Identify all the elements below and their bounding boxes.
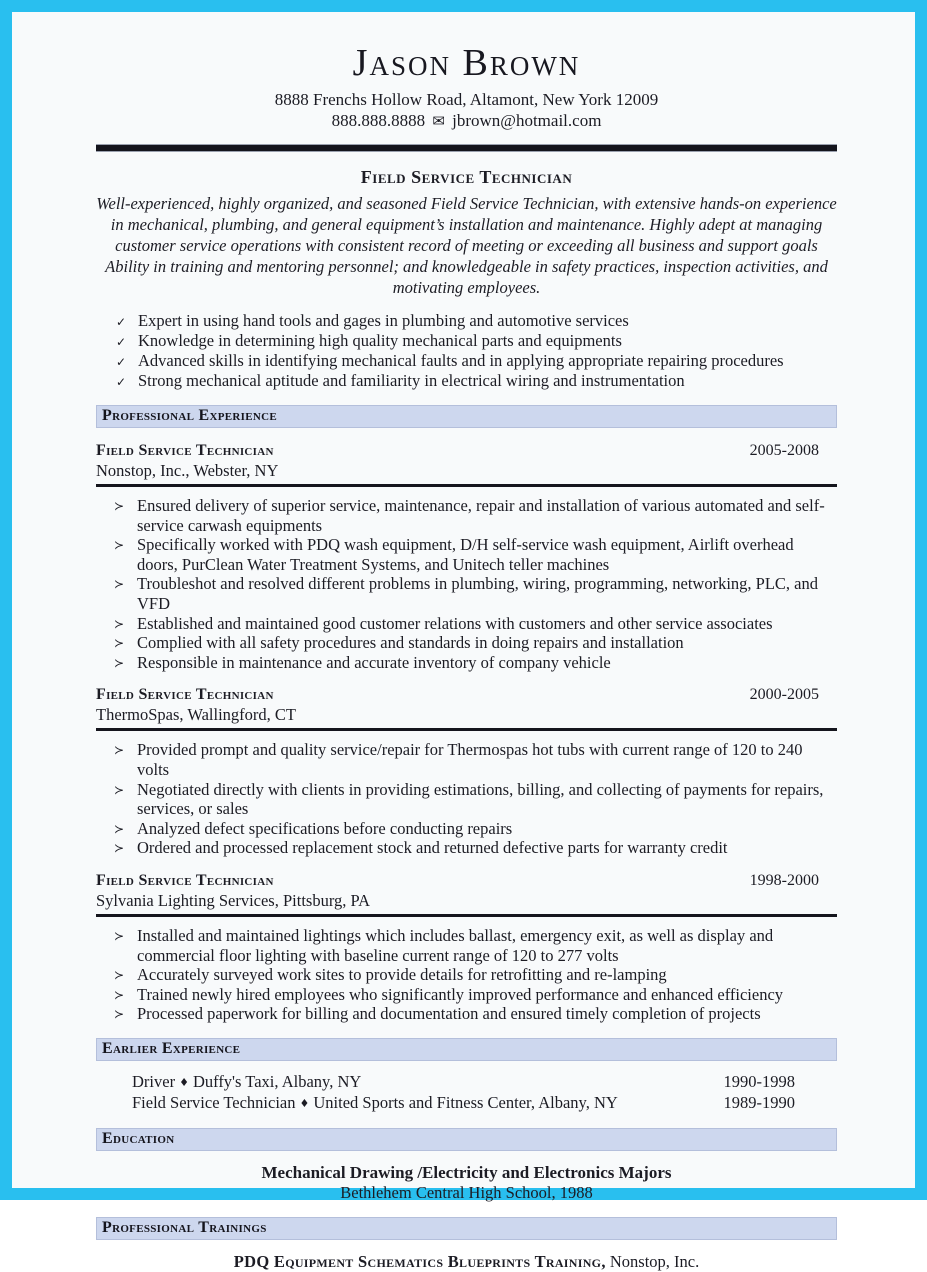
- arrow-bullet-icon: ≻: [114, 987, 125, 1002]
- arrow-bullet-icon: ≻: [114, 616, 125, 631]
- job-entry: [96, 441, 837, 672]
- address-line: 8888 Frenchs Hollow Road, Altamont, New York 12009: [274, 90, 659, 109]
- job-bullet: [112, 1004, 837, 1024]
- highlight-item: [116, 311, 837, 331]
- job-bullet: [112, 780, 837, 819]
- envelope-icon: ✉: [432, 114, 445, 130]
- highlight-text: Knowledge in determining high quality mechanical parts and equipments: [138, 331, 622, 350]
- resume-role-title: Field Service Technician: [360, 167, 573, 187]
- resume-content: [12, 12, 915, 1272]
- job-company: ThermoSpas, Wallingford, CT: [96, 705, 297, 725]
- job-bullet-list: [96, 496, 837, 672]
- job-bullet-text: Established and maintained good customer relations with customers and other service associates: [137, 613, 773, 633]
- job-bullet: [112, 740, 837, 779]
- highlight-item: [116, 331, 837, 351]
- earlier-role: Field Service Technician: [132, 1092, 296, 1112]
- section-header-education: Education: [96, 1128, 837, 1151]
- section-header-professional-trainings: Professional Trainings: [96, 1217, 837, 1240]
- highlight-text: Strong mechanical aptitude and familiarity in electrical wiring and instrumentation: [138, 371, 685, 390]
- earlier-role: Driver: [132, 1071, 176, 1091]
- section-header-professional-experience: Professional Experience: [96, 405, 837, 428]
- job-bullet-text: Installed and maintained lightings which includes ballast, emergency exit, as well as display and commercial floor lighting with baseline current range of 120 to 277 volts: [137, 925, 774, 965]
- job-header: [96, 441, 837, 460]
- job-divider: [96, 484, 837, 487]
- training-organization: Nonstop, Inc.: [605, 1251, 700, 1271]
- arrow-bullet-icon: ≻: [114, 499, 125, 513]
- highlight-item: [116, 371, 837, 391]
- earlier-dates: 1989-1990: [723, 1092, 795, 1112]
- earlier-experience-row: [96, 1072, 837, 1093]
- job-title: Field Service Technician: [96, 871, 274, 889]
- job-dates: 1998-2000: [749, 871, 819, 889]
- diamond-icon: ♦: [299, 1096, 310, 1110]
- job-header: [96, 685, 837, 704]
- job-bullet: [112, 985, 837, 1005]
- job-header: [96, 871, 837, 890]
- phone-number: 888.888.8888: [331, 111, 426, 130]
- arrow-bullet-icon: ≻: [114, 636, 125, 651]
- job-bullet-text: Trained newly hired employees who significantly improved performance and enhanced efficiency: [137, 984, 784, 1004]
- earlier-experience-list: [96, 1072, 837, 1114]
- section-header-earlier-experience: Earlier Experience: [96, 1038, 837, 1061]
- arrow-bullet-icon: ≻: [114, 782, 125, 797]
- job-dates: 2005-2008: [749, 442, 819, 459]
- job-bullet-text: Specifically worked with PDQ wash equipment, D/H self-service wash equipment, Airlift overhead doors, PurClean Water Treatment Systems, and Unitech teller machines: [137, 535, 794, 574]
- job-bullet-text: Provided prompt and quality service/repair for Thermospas hot tubs with current range of 120 to 240 volts: [137, 740, 803, 779]
- job-bullet: [112, 965, 837, 985]
- training-entry: [96, 1252, 837, 1272]
- job-bullet-text: Analyzed defect specifications before conducting repairs: [137, 818, 513, 838]
- job-bullet-text: Troubleshot and resolved different problems in plumbing, wiring, programming, networking, PLC, and VFD: [137, 574, 819, 613]
- job-company: Nonstop, Inc., Webster, NY: [96, 461, 279, 480]
- highlight-item: [116, 351, 837, 371]
- job-bullet-text: Ensured delivery of superior service, maintenance, repair and installation of various automated and self-service carwash equipments: [137, 496, 825, 535]
- job-bullet: [112, 496, 837, 535]
- job-divider: [96, 728, 837, 731]
- job-title: Field Service Technician: [96, 442, 274, 459]
- job-divider: [96, 914, 837, 917]
- training-course: PDQ Equipment Schematics Blueprints Training,: [233, 1251, 606, 1271]
- earlier-role-company: [132, 1072, 361, 1093]
- arrow-bullet-icon: ≻: [114, 841, 125, 856]
- highlight-text: Expert in using hand tools and gages in plumbing and automotive services: [138, 311, 629, 330]
- job-bullet: [112, 819, 837, 839]
- arrow-bullet-icon: ≻: [114, 928, 125, 943]
- arrow-bullet-icon: ≻: [114, 655, 125, 670]
- job-dates: 2000-2005: [749, 686, 819, 704]
- job-bullet: [112, 535, 837, 574]
- summary-paragraph: Well-experienced, highly organized, and seasoned Field Service Technician, with extensive hands-on experience in mechanical, plumbing, and general equipment’s installation and maintenance. Highly adept at managing customer service operations with consistent record of meeting or exceeding all business and support goals Ability in training and mentoring personnel; and knowledgeable in safety practices, inspection activities, and motivating employees.: [96, 194, 837, 297]
- arrow-bullet-icon: ≻: [114, 743, 125, 758]
- contact-line: [96, 110, 837, 133]
- job-bullet-list: [96, 740, 837, 858]
- arrow-bullet-icon: ≻: [114, 968, 125, 983]
- check-icon: ✓: [116, 335, 127, 349]
- job-bullet-text: Accurately surveyed work sites to provide details for retrofitting and re-lamping: [137, 965, 667, 985]
- highlights-list: [96, 311, 837, 391]
- earlier-role-company: [132, 1093, 618, 1114]
- education-school: Bethlehem Central High School, 1988: [340, 1182, 593, 1202]
- job-bullet-list: [96, 926, 837, 1024]
- arrow-bullet-icon: ≻: [114, 821, 125, 836]
- job-bullet: [112, 574, 837, 613]
- check-icon: ✓: [116, 375, 127, 389]
- education-major: Mechanical Drawing /Electricity and Electronics Majors: [261, 1162, 672, 1182]
- job-bullet-text: Negotiated directly with clients in providing estimations, billing, and collecting of payments for repairs, services, or sales: [137, 779, 824, 819]
- job-bullet: [112, 838, 837, 858]
- job-bullet-text: Responsible in maintenance and accurate inventory of company vehicle: [137, 652, 611, 672]
- earlier-dates: 1990-1998: [723, 1071, 795, 1091]
- job-bullet: [112, 633, 837, 653]
- job-bullet-text: Ordered and processed replacement stock and returned defective parts for warranty credit: [137, 838, 728, 858]
- diamond-icon: ♦: [179, 1075, 189, 1089]
- resume-header: [96, 42, 837, 133]
- highlight-text: Advanced skills in identifying mechanical faults and in applying appropriate repairing procedures: [138, 351, 784, 370]
- arrow-bullet-icon: ≻: [114, 1007, 125, 1022]
- job-entry: [96, 871, 837, 1024]
- job-bullet-text: Complied with all safety procedures and standards in doing repairs and installation: [137, 633, 684, 653]
- job-title: Field Service Technician: [96, 686, 274, 704]
- check-icon: ✓: [116, 355, 127, 369]
- arrow-bullet-icon: ≻: [114, 577, 125, 592]
- job-entry: [96, 685, 837, 858]
- earlier-company: Duffy's Taxi, Albany, NY: [192, 1071, 362, 1091]
- job-bullet: [112, 653, 837, 673]
- arrow-bullet-icon: ≻: [114, 538, 125, 553]
- job-bullet-text: Processed paperwork for billing and documentation and ensured timely completion of projects: [137, 1004, 761, 1024]
- candidate-name: Jason Brown: [352, 42, 581, 84]
- education-entry: [96, 1163, 837, 1203]
- job-company: Sylvania Lighting Services, Pittsburg, PA: [96, 890, 371, 910]
- job-bullet: [112, 926, 837, 965]
- check-icon: ✓: [116, 315, 127, 329]
- email-address: jbrown@hotmail.com: [452, 111, 602, 130]
- header-divider: [96, 144, 837, 152]
- earlier-company: United Sports and Fitness Center, Albany, NY: [313, 1092, 618, 1112]
- earlier-experience-row: [96, 1093, 837, 1114]
- job-bullet: [112, 614, 837, 634]
